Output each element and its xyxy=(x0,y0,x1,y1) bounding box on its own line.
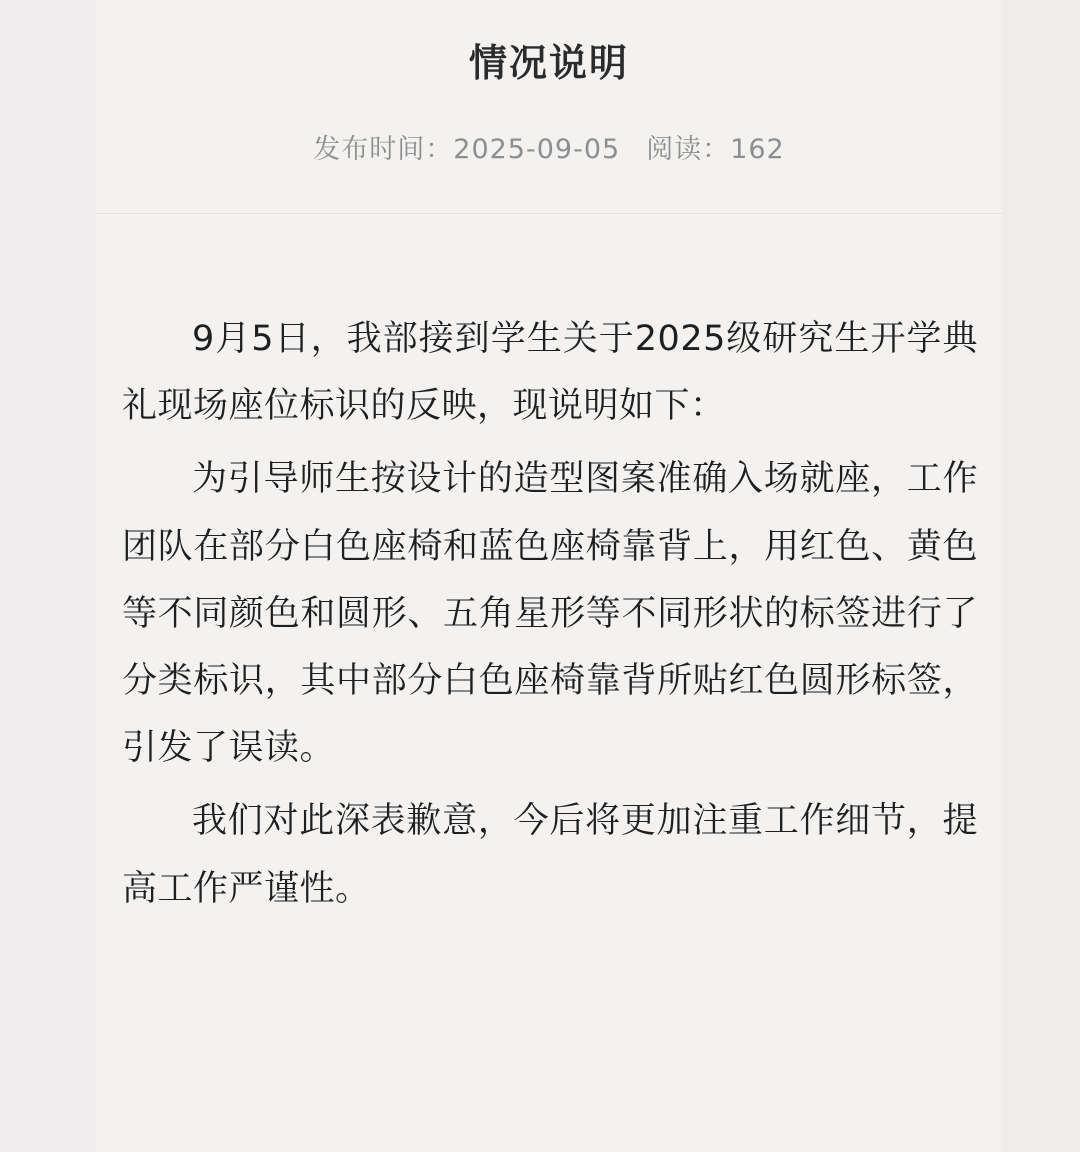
article-meta xyxy=(96,127,1002,166)
publish-date-value: 2025-09-05 xyxy=(453,134,621,165)
views-count: 162 xyxy=(730,134,785,165)
article-sheet xyxy=(96,0,1002,1152)
article-body xyxy=(96,214,1002,923)
article-paragraph: 我们对此深表歉意，今后将更加注重工作细节，提高工作严谨性。 xyxy=(122,801,978,909)
publish-time-label: 发布时间： xyxy=(313,134,454,165)
left-margin-strip xyxy=(0,0,96,1152)
views-label: 阅读： xyxy=(646,134,731,165)
right-margin-strip xyxy=(1002,0,1080,1152)
article-paragraph: 9月5日，我部接到学生关于2025级研究生开学典礼现场座位标识的反映，现说明如下： xyxy=(122,319,978,427)
article-paragraph: 为引导师生按设计的造型图案准确入场就座，工作团队在部分白色座椅和蓝色座椅靠背上，用红色、黄色等不同颜色和圆形、五角星形等不同形状的标签进行了分类标识，其中部分白色座椅靠背所贴红色圆形标签，引发了误读。 xyxy=(122,459,978,769)
page-title: 情况说明 xyxy=(468,41,629,85)
